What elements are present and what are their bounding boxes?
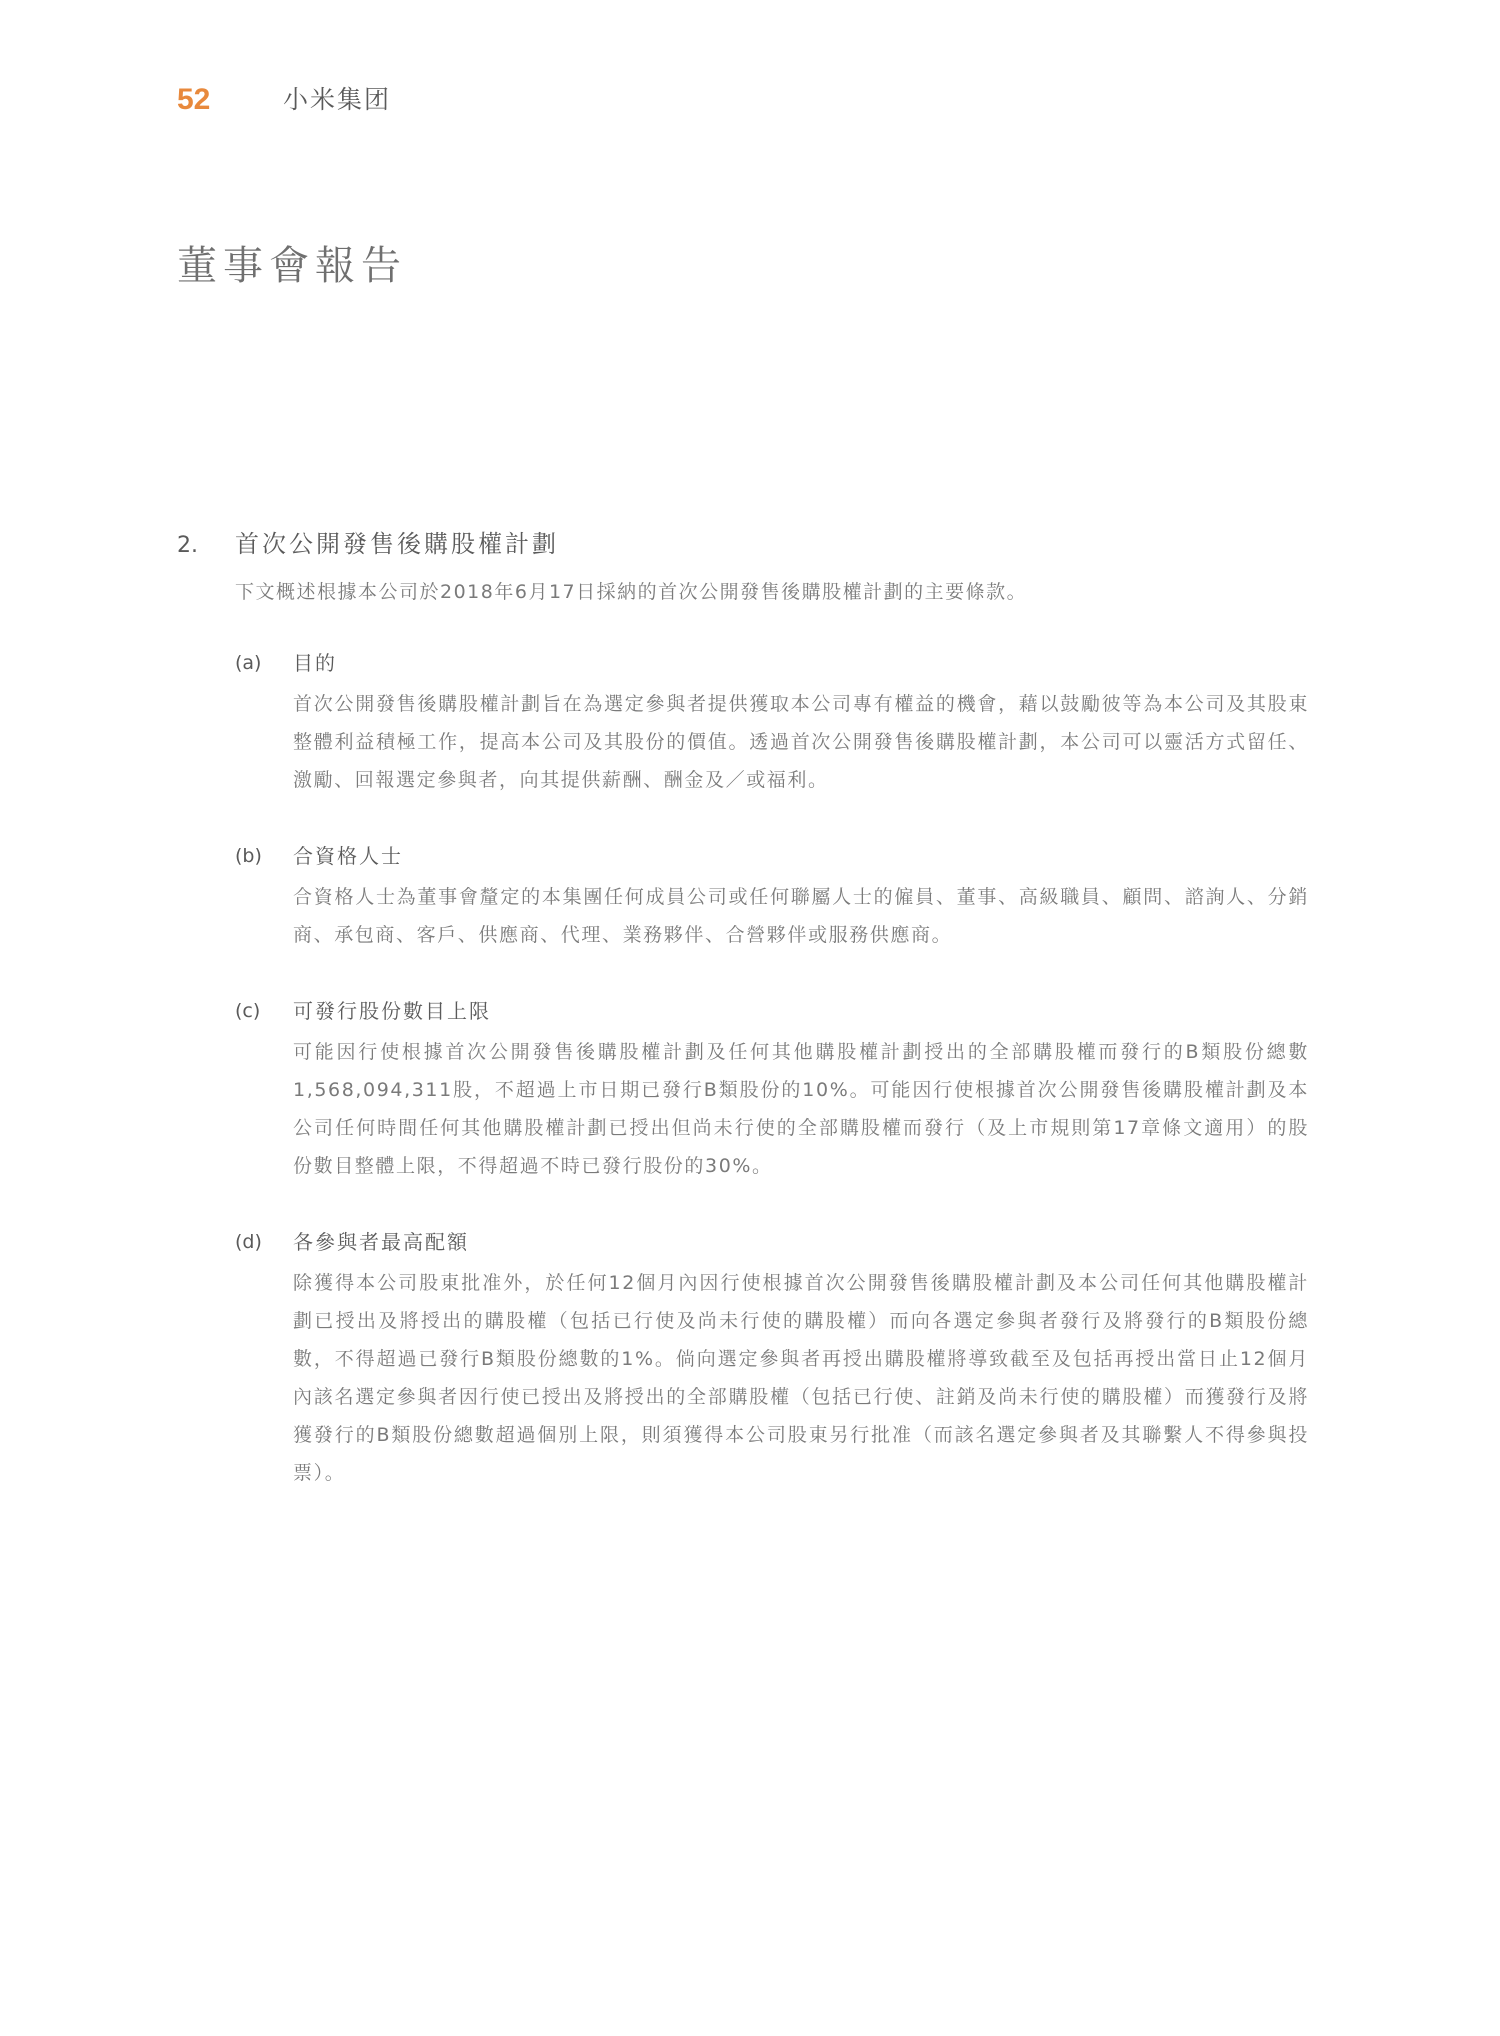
subsection-label: (b) xyxy=(235,845,262,867)
section-intro: 下文概述根據本公司於2018年6月17日採納的首次公開發售後購股權計劃的主要條款。 xyxy=(235,581,1028,603)
section-post-ipo-share-option-scheme xyxy=(177,524,1327,1492)
subsection-share-limit xyxy=(177,996,1327,1185)
subsection-purpose xyxy=(177,648,1327,799)
subsection-participant-entitlement xyxy=(177,1227,1327,1492)
section-number: 2. xyxy=(177,533,198,558)
subsection-text: 首次公開發售後購股權計劃旨在為選定參與者提供獲取本公司專有權益的機會，藉以鼓勵彼等為本公司及其股東整體利益積極工作，提高本公司及其股份的價值。透過首次公開發售後購股權計劃，本公司可以靈活方式留任、激勵、回報選定參與者，向其提供薪酬、酬金及／或福利。 xyxy=(293,693,1309,791)
subsection-text: 除獲得本公司股東批准外，於任何12個月內因行使根據首次公開發售後購股權計劃及本公司任何其他購股權計劃已授出及將授出的購股權（包括已行使及尚未行使的購股權）而向各選定參與者發行及將發行的B類股份總數，不得超過已發行B類股份總數的1%。倘向選定參與者再授出購股權將導致截至及包括再授出當日止12個月內該名選定參與者因行使已授出及將授出的全部購股權（包括已行使、註銷及尚未行使的購股權）而獲發行及將獲發行的B類股份總數超過個別上限，則須獲得本公司股東另行批准（而該名選定參與者及其聯繫人不得參與投票）。 xyxy=(293,1272,1309,1484)
subsection-label: (a) xyxy=(235,652,262,674)
subsection-title: 合資格人士 xyxy=(293,844,403,868)
subsection-title: 各參與者最高配額 xyxy=(293,1230,469,1254)
subsection-text: 可能因行使根據首次公開發售後購股權計劃及任何其他購股權計劃授出的全部購股權而發行的B類股份總數1,568,094,311股，不超過上市日期已發行B類股份的10%。可能因行使根據首次公開發售後購股權計劃及本公司任何時間任何其他購股權計劃已授出但尚未行使的全部購股權而發行（及上市規則第17章條文適用）的股份數目整體上限，不得超過不時已發行股份的30%。 xyxy=(293,1041,1309,1177)
section-title: 首次公開發售後購股權計劃 xyxy=(235,530,559,558)
subsection-title: 可發行股份數目上限 xyxy=(293,999,491,1023)
subsection-eligible-persons xyxy=(177,841,1327,954)
report-title: 董事會報告 xyxy=(177,243,407,289)
company-name: 小米集团 xyxy=(283,85,392,114)
subsection-label: (c) xyxy=(235,1000,261,1022)
page-number: 52 xyxy=(177,83,211,116)
subsection-text: 合資格人士為董事會釐定的本集團任何成員公司或任何聯屬人士的僱員、董事、高級職員、顧問、諮詢人、分銷商、承包商、客戶、供應商、代理、業務夥伴、合營夥伴或服務供應商。 xyxy=(293,886,1309,946)
subsection-label: (d) xyxy=(235,1231,262,1253)
subsection-title: 目的 xyxy=(293,651,337,675)
section-heading xyxy=(177,524,1327,564)
